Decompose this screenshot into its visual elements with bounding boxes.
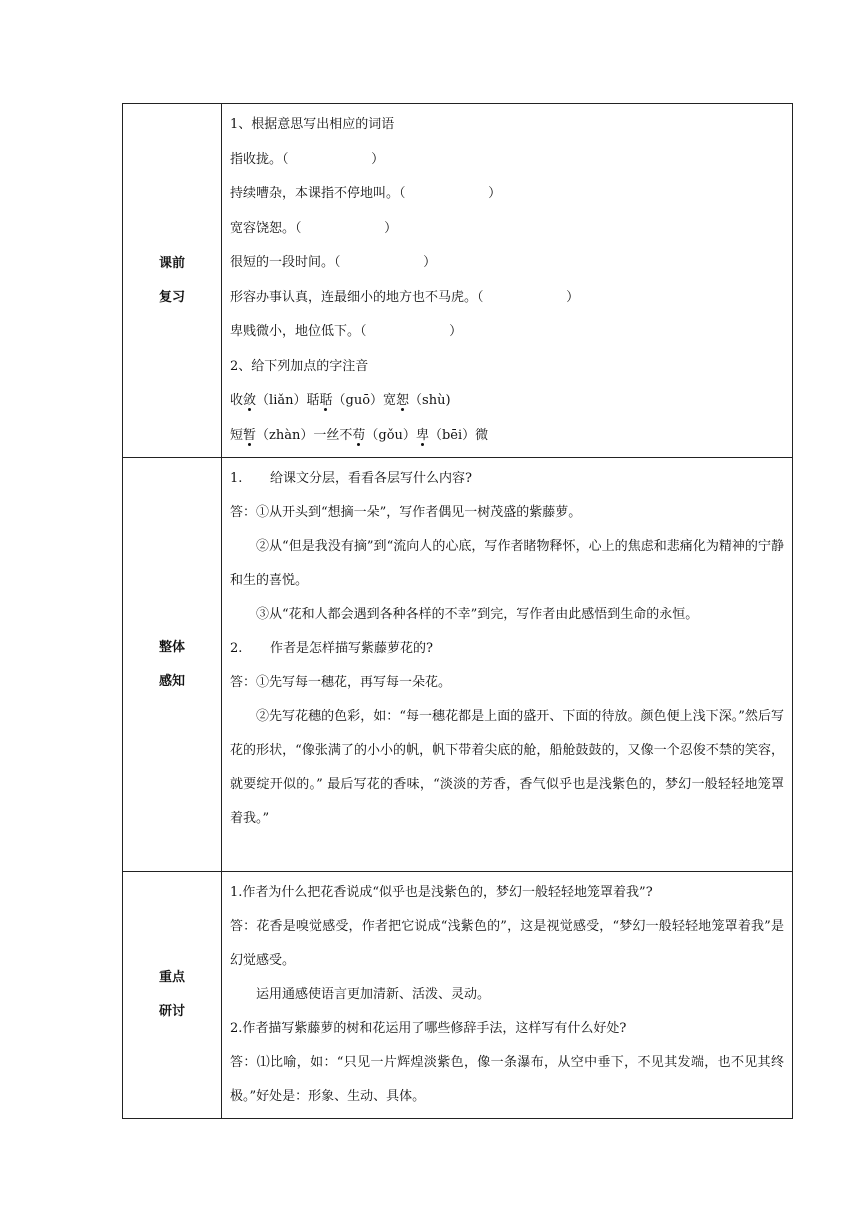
dotted-char: 苟 (352, 427, 366, 443)
pinyin-text: （shù) (409, 393, 451, 408)
overview-a1-1: 答：①从开头到“想摘一朵”，写作者偶见一树茂盛的紫藤萝。 (230, 505, 582, 520)
review-label-line2: 复习 (158, 289, 185, 305)
question-number: 2. (230, 641, 243, 656)
focus-label-line2: 研讨 (158, 1004, 185, 1019)
dotted-char: 敛 (243, 393, 257, 408)
overview-label-line2: 感知 (158, 673, 185, 689)
pinyin-text: 短 (230, 427, 244, 443)
pinyin-text: （bēi）微 (428, 427, 489, 443)
pinyin-text: （gǒu） (365, 427, 416, 443)
focus-q1: 1.作者为什么把花香说成“似乎也是浅紫色的，梦幻一般轻轻地笼罩着我”? (230, 885, 653, 900)
overview-a2-1: 答：①先写每一穗花，再写每一朵花。 (230, 675, 452, 690)
question-text: 作者是怎样描写紫藤萝花的? (270, 641, 433, 656)
pinyin-row-2 (230, 419, 784, 454)
review-item: 宽容饶恕。（ ） (230, 220, 398, 236)
overview-q2 (230, 632, 784, 666)
dotted-char: 暂 (243, 427, 257, 443)
review-item: 卑贱微小，地位低下。（ ） (230, 324, 463, 339)
review-label-line1: 课前 (158, 255, 185, 271)
focus-row (123, 872, 793, 1119)
overview-q1 (230, 462, 784, 496)
review-item: 持续嘈杂，本课指不停地叫。（ ） (230, 186, 502, 201)
question-text: 给课文分层，看看各层写什么内容? (270, 471, 472, 486)
overview-label-line1: 整体 (158, 639, 185, 655)
overview-label-cell (123, 458, 222, 872)
pinyin-text: （guō）宽 (332, 393, 397, 408)
pinyin-row-1 (230, 384, 784, 419)
focus-a2: 答：⑴比喻，如：“只见一片辉煌淡紫色，像一条瀑布，从空中垂下，不见其发端，也不见其终极。”好处是：形象、生动、具体。 (230, 1055, 784, 1104)
pinyin-text: 收 (230, 393, 244, 408)
dotted-char: 恕 (396, 393, 410, 408)
pinyin-text: （zhàn）一丝不 (256, 427, 353, 443)
focus-q2: 2.作者描写紫藤萝的树和花运用了哪些修辞手法，这样写有什么好处? (230, 1021, 627, 1036)
overview-a1-2: ②从“但是我没有摘”到“流向人的心底，写作者睹物释怀，心上的焦虑和悲痛化为精神的宁静和生的喜悦。 (230, 539, 784, 588)
dotted-char: 卑 (415, 427, 429, 443)
focus-content (222, 872, 793, 1119)
overview-row (123, 458, 793, 872)
review-row (123, 104, 793, 458)
review-q2-title: 2、给下列加点的字注音 (230, 358, 369, 374)
pinyin-text: （liǎn）聒 (256, 393, 320, 408)
review-label-cell (123, 104, 222, 458)
overview-a1-3: ③从“花和人都会遇到各种各样的不幸”到完，写作者由此感悟到生命的永恒。 (256, 607, 699, 622)
review-item: 指收拢。（ ） (230, 151, 385, 167)
question-number: 1. (230, 471, 243, 486)
focus-label-cell (123, 872, 222, 1119)
review-item: 很短的一段时间。（ ） (230, 255, 437, 270)
lesson-table (122, 103, 793, 1119)
review-content (222, 104, 793, 458)
focus-a1-2: 运用通感使语言更加清新、活泼、灵动。 (256, 987, 491, 1002)
overview-a2-2: ②先写花穗的色彩，如：“每一穗花都是上面的盛开、下面的待放。颜色便上浅下深。”然后写花的形状，“像张满了的小小的帆，帆下带着尖底的舱，船舱鼓鼓的，又像一个忍俊不禁的笑容，就要绽开似的。” 最后写花的香味，“淡淡的芳香，香气似乎也是浅紫色的，梦幻一般轻轻地笼罩着我。” (230, 709, 784, 826)
overview-content (222, 458, 793, 872)
dotted-char: 聒 (319, 393, 333, 408)
review-item: 形容办事认真，连最细小的地方也不马虎。（ ） (230, 289, 580, 305)
focus-label-line1: 重点 (158, 970, 185, 985)
focus-a1: 答：花香是嗅觉感受，作者把它说成“浅紫色的”，这是视觉感受，“梦幻一般轻轻地笼罩着我”是幻觉感受。 (230, 919, 784, 968)
review-q1-title: 1、根据意思写出相应的词语 (230, 117, 395, 132)
